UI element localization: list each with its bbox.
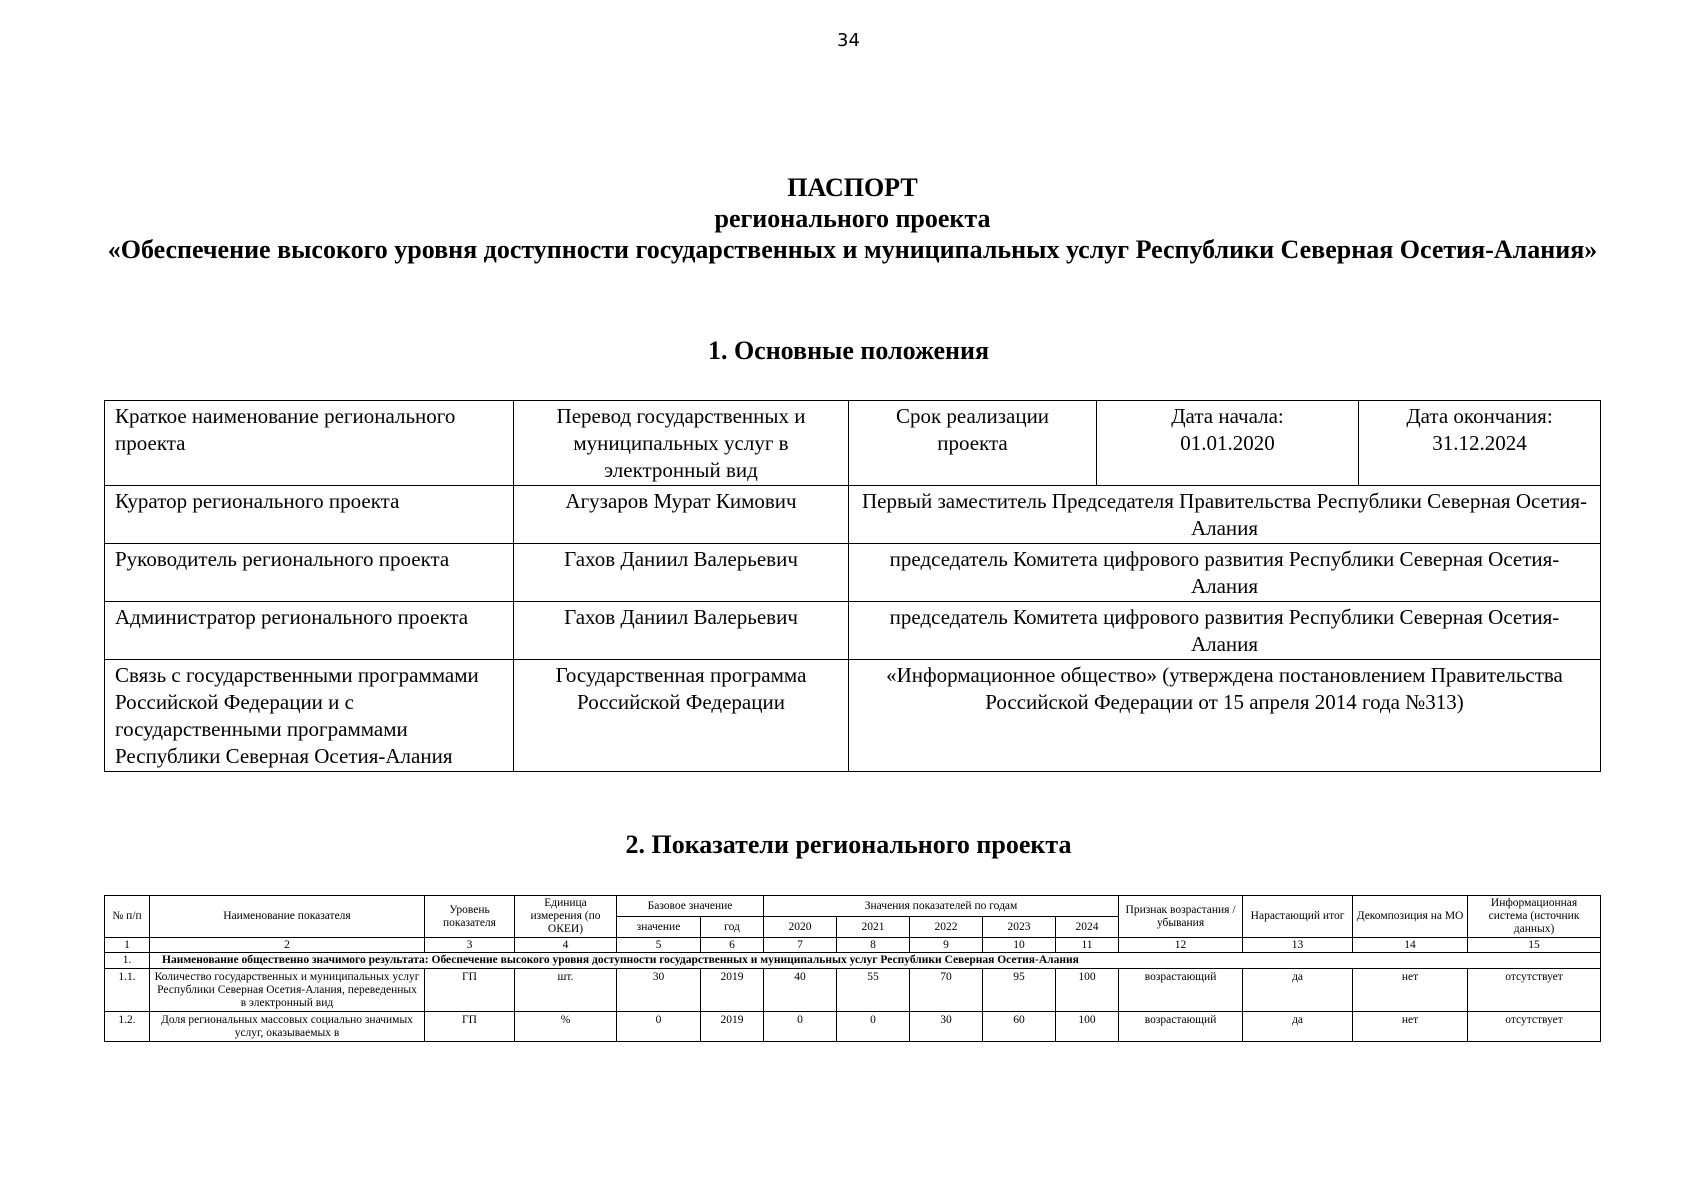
header-trend: Признак возрастания / убывания — [1119, 896, 1243, 938]
header-years-group: Значения показателей по годам — [764, 896, 1119, 917]
administrator-label: Администратор регионального проекта — [105, 602, 514, 660]
period-label: Срок реализации проекта — [849, 401, 1097, 486]
column-number: 13 — [1243, 938, 1353, 953]
start-date-label: Дата начала: — [1171, 404, 1284, 428]
row-number: 1.2. — [105, 1012, 150, 1042]
column-numbers-row — [105, 938, 1601, 953]
indicator-unit: шт. — [515, 969, 617, 1012]
head-label: Руководитель регионального проекта — [105, 544, 514, 602]
column-number: 14 — [1353, 938, 1468, 953]
header-unit: Единица измерения (по ОКЕИ) — [515, 896, 617, 938]
main-provisions-table — [104, 400, 1601, 772]
curator-name: Агузаров Мурат Кимович — [514, 486, 849, 544]
administrator-position: председатель Комитета цифрового развития Республики Северная Осетия-Алания — [849, 602, 1601, 660]
group-number: 1. — [105, 953, 150, 969]
value-2023: 95 — [983, 969, 1056, 1012]
header-cumulative: Нарастающий итог — [1243, 896, 1353, 938]
start-date-value: 01.01.2020 — [1180, 431, 1275, 455]
title-line-2: регионального проекта — [714, 204, 991, 233]
programs-link-description: «Информационное общество» (утверждена постановлением Правительства Российской Федерации от 15 апреля 2014 года №313) — [849, 660, 1601, 772]
base-year: 2019 — [701, 1012, 764, 1042]
table-row — [105, 602, 1601, 660]
info-system: отсутствует — [1468, 969, 1601, 1012]
header-info-system: Информационная система (источник данных) — [1468, 896, 1601, 938]
column-number: 1 — [105, 938, 150, 953]
start-date-cell — [1097, 401, 1359, 486]
base-value: 0 — [617, 1012, 701, 1042]
value-2024: 100 — [1056, 1012, 1119, 1042]
column-number: 6 — [701, 938, 764, 953]
column-number: 10 — [983, 938, 1056, 953]
indicators-table — [104, 895, 1601, 1042]
group-title: Наименование общественно значимого результата: Обеспечение высокого уровня доступности государственных и муниципальных услуг Республики Северная Осетия-Алания — [150, 953, 1601, 969]
head-name: Гахов Даниил Валерьевич — [514, 544, 849, 602]
table-row — [105, 969, 1601, 1012]
page-number: 34 — [837, 30, 860, 51]
header-year: 2020 — [764, 917, 837, 938]
end-date-cell — [1359, 401, 1601, 486]
indicator-unit: % — [515, 1012, 617, 1042]
header-base: Базовое значение — [617, 896, 764, 917]
short-name-value: Перевод государственных и муниципальных услуг в электронный вид — [514, 401, 849, 486]
document-title — [100, 172, 1605, 265]
cumulative: да — [1243, 1012, 1353, 1042]
indicator-level: ГП — [425, 969, 515, 1012]
decomposition: нет — [1353, 1012, 1468, 1042]
end-date-value: 31.12.2024 — [1432, 431, 1527, 455]
title-line-1: ПАСПОРТ — [787, 173, 918, 202]
column-number: 2 — [150, 938, 425, 953]
section-2-heading: 2. Показатели регионального проекта — [625, 830, 1072, 859]
info-system: отсутствует — [1468, 1012, 1601, 1042]
table-row — [105, 401, 1601, 486]
header-year: 2024 — [1056, 917, 1119, 938]
header-year: 2023 — [983, 917, 1056, 938]
value-2024: 100 — [1056, 969, 1119, 1012]
indicator-name: Доля региональных массовых социально значимых услуг, оказываемых в — [150, 1012, 425, 1042]
header-name: Наименование показателя — [150, 896, 425, 938]
row-number: 1.1. — [105, 969, 150, 1012]
title-line-3: «Обеспечение высокого уровня доступности государственных и муниципальных услуг Республики Северная Осетия-Алания» — [107, 235, 1598, 264]
group-row — [105, 953, 1601, 969]
value-2022: 70 — [910, 969, 983, 1012]
value-2022: 30 — [910, 1012, 983, 1042]
indicator-level: ГП — [425, 1012, 515, 1042]
header-base-year: год — [701, 917, 764, 938]
section-1-heading: 1. Основные положения — [707, 336, 990, 365]
trend: возрастающий — [1119, 1012, 1243, 1042]
column-number: 15 — [1468, 938, 1601, 953]
curator-label: Куратор регионального проекта — [105, 486, 514, 544]
table-row — [105, 486, 1601, 544]
value-2020: 40 — [764, 969, 837, 1012]
table-row — [105, 544, 1601, 602]
header-base-value: значение — [617, 917, 701, 938]
curator-position: Первый заместитель Председателя Правительства Республики Северная Осетия-Алания — [849, 486, 1601, 544]
header-year: 2022 — [910, 917, 983, 938]
column-number: 5 — [617, 938, 701, 953]
trend: возрастающий — [1119, 969, 1243, 1012]
table-row — [105, 660, 1601, 772]
administrator-name: Гахов Даниил Валерьевич — [514, 602, 849, 660]
head-position: председатель Комитета цифрового развития Республики Северная Осетия-Алания — [849, 544, 1601, 602]
programs-link-name: Государственная программа Российской Федерации — [514, 660, 849, 772]
value-2021: 0 — [837, 1012, 910, 1042]
value-2021: 55 — [837, 969, 910, 1012]
cumulative: да — [1243, 969, 1353, 1012]
end-date-label: Дата окончания: — [1406, 404, 1553, 428]
indicator-name: Количество государственных и муниципальных услуг Республики Северная Осетия-Алания, переведенных в электронный вид — [150, 969, 425, 1012]
base-year: 2019 — [701, 969, 764, 1012]
header-num: № п/п — [105, 896, 150, 938]
header-level: Уровень показателя — [425, 896, 515, 938]
short-name-label: Краткое наименование регионального проекта — [105, 401, 514, 486]
header-decomposition: Декомпозиция на МО — [1353, 896, 1468, 938]
base-value: 30 — [617, 969, 701, 1012]
column-number: 4 — [515, 938, 617, 953]
column-number: 3 — [425, 938, 515, 953]
value-2023: 60 — [983, 1012, 1056, 1042]
column-number: 8 — [837, 938, 910, 953]
column-number: 12 — [1119, 938, 1243, 953]
decomposition: нет — [1353, 969, 1468, 1012]
table-header-row — [105, 896, 1601, 917]
table-row — [105, 1012, 1601, 1042]
programs-link-label: Связь с государственными программами Российской Федерации и с государственными программами Республики Северная Осетия-Алания — [105, 660, 514, 772]
value-2020: 0 — [764, 1012, 837, 1042]
header-year: 2021 — [837, 917, 910, 938]
column-number: 9 — [910, 938, 983, 953]
column-number: 11 — [1056, 938, 1119, 953]
column-number: 7 — [764, 938, 837, 953]
